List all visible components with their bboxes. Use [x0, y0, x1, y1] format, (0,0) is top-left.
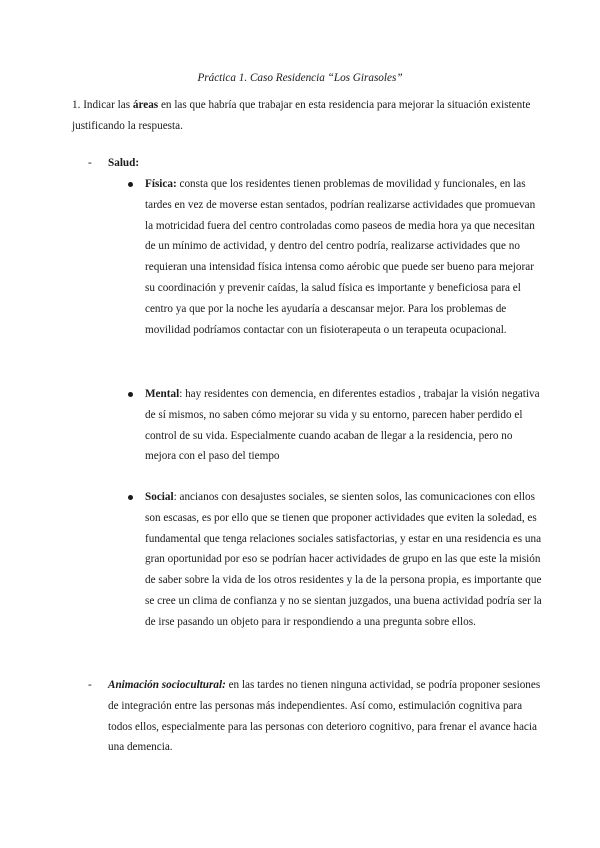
dash-marker: -	[88, 679, 92, 691]
section-heading-salud: Salud:	[108, 157, 140, 169]
section-animacion	[88, 675, 543, 758]
section-text-animacion: en las tardes no tienen ninguna actividad, se podría proponer sesiones de integración entre las personas más independientes. Así como, estimulación cognitiva para todos ellos, especialmente para las personas con deterioro cognitivo, para frenar el avance hacia una demencia.	[108, 679, 541, 754]
bullet-text-social: : ancianos con desajustes sociales, se sienten solos, las comunicaciones con ellos son escasas, es por ello que se tienen que proponer actividades que eviten la soledad, es fundamental que tenga relaciones sociales satisfactorias, y estar en una residencia es una gran oportunidad por eso se podrían hacer actividades de grupo en las que este la misión de saber sobre la vida de los otros residentes y la de la persona propia, es importante que se cree un clima de confianza y no se sientan juzgados, una buena actividad podría ser la de irse pasando un objeto para ir respondiendo a una pregunta sobre ellos.	[145, 491, 542, 628]
question-suffix: en las que habría que trabajar en esta residencia para mejorar la situación existente justificando la respuesta.	[72, 99, 531, 132]
section-salud	[88, 153, 543, 174]
bullet-label-social: Social	[145, 491, 174, 503]
bullet-dot	[128, 392, 133, 397]
section-heading-animacion: Animación sociocultural:	[108, 679, 226, 691]
bullet-dot	[128, 495, 133, 500]
bullet-social	[128, 487, 542, 633]
bullet-mental	[128, 384, 542, 467]
page-title: Práctica 1. Caso Residencia “Los Girasoles”	[197, 72, 403, 84]
bullet-text-fisica: consta que los residentes tienen problemas de movilidad y funcionales, en las tardes en vez de moverse estan sentados, podrían realizarse actividades que promuevan la motricidad fuera del centro controladas como paseos de media hora ya que necesitan de un mínimo de actividad, y dentro del centro podría, realizarse actividades que no requieran una intensidad física intensa como aérobic que puede ser bueno para mejorar su coordinación y prevenir caídas, la salud física es importante y beneficiosa para el centro ya que por la noche les ayudaría a descansar mejor. Para los problemas de movilidad podríamos contactar con un fisioterapeuta o un terapeuta ocupacional.	[145, 178, 536, 336]
question-bold: áreas	[132, 99, 159, 111]
question-text	[72, 95, 542, 137]
bullet-text-mental: : hay residentes con demencia, en diferentes estadios , trabajar la visión negativa de sí mismos, no saben cómo mejorar su vida y su entorno, parecen haber perdido el control de su vida. Especialmente cuando acaban de llegar a la residencia, pero no mejora con el paso del tiempo	[145, 388, 540, 463]
dash-marker: -	[88, 157, 92, 169]
bullet-dot	[128, 182, 133, 187]
bullet-label-fisica: Física:	[145, 178, 177, 190]
bullet-label-mental: Mental	[145, 388, 180, 400]
question-prefix: 1. Indicar las	[72, 99, 133, 111]
bullet-fisica	[128, 174, 542, 340]
